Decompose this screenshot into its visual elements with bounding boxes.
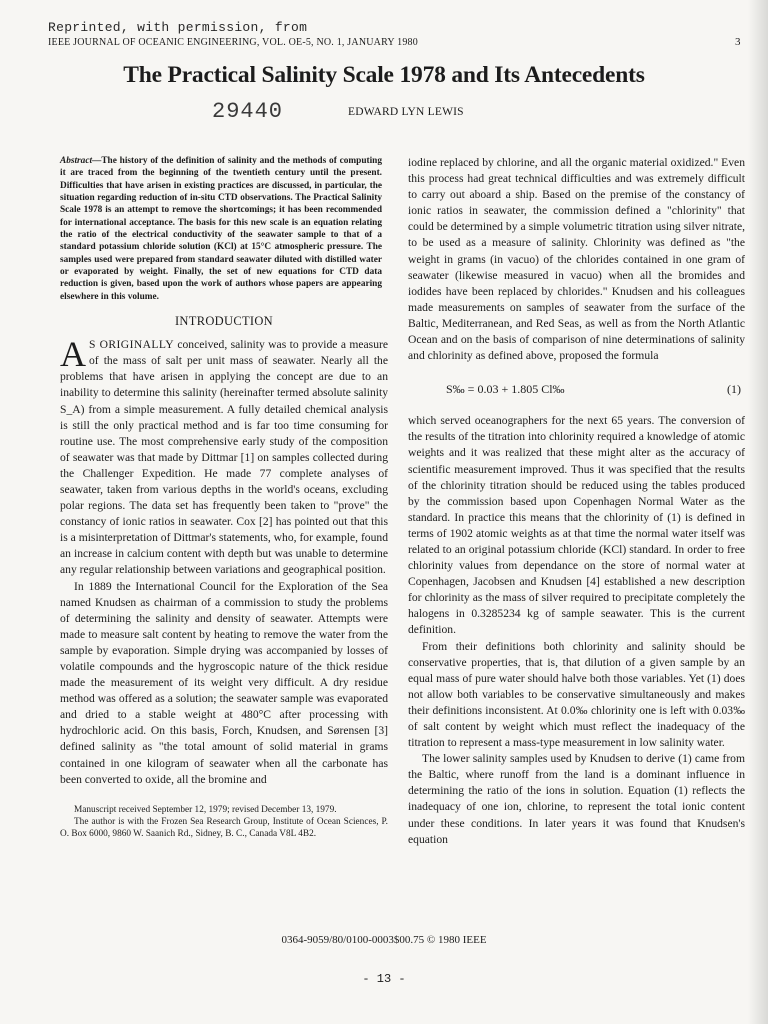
left-column <box>60 155 388 841</box>
footnote-received: Manuscript received September 12, 1979; revised December 13, 1979. <box>74 804 337 815</box>
abstract-text: —The history of the definition of salinity and the methods of computing it are traced from the beginning of the twentieth century until the present. Difficulties that have arisen in existing practices are discussed, in particular, the situation regarding reduction of in-situ CTD observations. The Practical Salinity Scale 1978 is an attempt to remove the shortcomings; it has been recommended for international acceptance. The basis for this new scale is an equation relating the ratio of the electrical conductivity of the seawater sample to that of a standard potassium chloride solution (KCl) at 15°C atmospheric pressure. The samples used were prepared from standard seawater diluted with distilled water or evaporated by weight. Finally, the set of new equations for CTD data reduction is given, based upon the work of authors whose papers are appearing elsewhere in this volume. <box>60 156 382 302</box>
folio: - 13 - <box>362 972 406 986</box>
reprint-note: Reprinted, with permission, from <box>48 20 308 35</box>
right-paragraph-3: From their definitions both chlorinity and salinity should be conservative properties, that is, that dilution of a given sample by an equal mass of pure water should halve both those variables. Yet (1) does not allow both variables to be conservative simultaneously and makes their definitions inconsistent. At 0.0‰ chlorinity one is left with 0.03‰ of salt content by weight which must reflect the inadequacy of the titration to represent a mass-type measurement in low salinity water. <box>408 639 745 750</box>
equation-text: S‰ = 0.03 + 1.805 Cl‰ <box>446 382 565 397</box>
paper-title: The Practical Salinity Scale 1978 and Its Antecedents <box>123 62 645 88</box>
intro-paragraph-1-text: conceived, salinity was to provide a measure of the mass of salt per unit mass of seawater. Nearly all the problems that have arisen in applying the concept are due to an inability to determine this salinity (hereinafter termed absolute salinity S_A) from a simple measurement. A fully detailed chemical analysis is still the only practical method and is far too time consuming for routine use. The most comprehensive early study of the composition of seawater was that made by Dittmar [1] on samples collected during the Challenger Expedition. He made 77 complete analyses of seawater, taken from various depths in the world's oceans, excluding polar regions. The data set has frequently been taken to "prove" the constancy of ionic ratios in seawater. Cox [2] has pointed out that this is a misinterpretation of Dittmar's statements, who, for example, found an increase in calcium content with depth but was unable to determine any regular relationship between variations and geographical position. <box>60 338 388 577</box>
page-number: 3 <box>735 36 741 48</box>
section-heading-introduction: INTRODUCTION <box>174 314 274 329</box>
footnote <box>60 804 388 841</box>
copyright-line: 0364-9059/80/0100-0003$00.75 © 1980 IEEE <box>281 934 487 946</box>
right-column <box>408 155 745 848</box>
right-paragraph-1: iodine replaced by chlorine, and all the organic material oxidized." Even this process had great technical difficulties and was extremely difficult to carry out aboard a ship. Based on the premise of the constancy of ionic ratios in seawater, the commission defined a "chlorinity" that could be determined by a simple volumetric titration using silver nitrate, to be used as a measure of salinity. Chlorinity was defined as "the weight in grams (in vacuo) of the chlorides contained in one gram of seawater (likewise measured in vacuo) when all the bromides and iodides have been replaced by chlorides." Knudsen and his colleagues made measurements on samples of seawater from the surface of the Baltic, Mediterranean, and Red Seas, as well as from the North Atlantic Ocean and on the basis of comparison of nine determinations of salinity and chlorinity as defined above, proposed the formula <box>408 156 745 363</box>
journal-line: IEEE JOURNAL OF OCEANIC ENGINEERING, VOL. OE-5, NO. 1, JANUARY 1980 <box>48 37 418 48</box>
right-paragraph-2: which served oceanographers for the next 65 years. The conversion of the results of the titration into chlorinity required a knowledge of atomic weights and it was realized that these might alter as the accuracy of scientific measurement improved. Thus it was specified that the results of the chlorinity titration should be reduced using the tables produced by the commission based upon Copenhagen Normal Water as the standard. In practice this means that the chlorinity of (1) is defined in terms of 1902 atomic weights as at that time the normal water itself was related to an original potassium chloride (KCl) standard. In order to free chlorinity values from dependance on the store of normal water at Copenhagen, Jacobsen and Knudsen [4] established a new description for chlorinity as the mass of silver required to precipitate completely the halogens in 0.3285234 kg of sample seawater. This is the current definition. <box>408 414 745 637</box>
equation-number: (1) <box>727 382 741 397</box>
abstract <box>60 155 382 303</box>
intro-paragraph-1 <box>60 334 388 578</box>
intro-paragraph-2: In 1889 the International Council for the Exploration of the Sea named Knudsen as chairman of a commission to study the problems of determining the salinity and density of seawater. Attempts were made to measure salt content by heating to remove the water from the sample by evaporation. Simple drying was accompanied by losses of volatile compounds and the hygroscopic nature of the thick residue made the measurement of its weight very difficult. A dry residue method was offered as a solution; the seawater sample was evaporated and dried to a stable weight at 480°C after processing with hydrochloric acid. On this basis, Forch, Knudsen, and Sørensen [3] defined salinity as "the total amount of solid material in grams contained in one kilogram of seawater when all the carbonate has been converted to oxide, all the bromine and <box>60 579 388 786</box>
footnote-affiliation: The author is with the Frozen Sea Research Group, Institute of Ocean Sciences, P. O. Box 6000, 9860 W. Saanich Rd., Sidney, B. C., Canada V8L 4B2. <box>60 817 388 840</box>
abstract-lead: Abstract <box>60 156 93 166</box>
opening-caps: S ORIGINALLY <box>89 338 174 352</box>
accession-number: 29440 <box>212 99 284 124</box>
page-edge-shadow <box>748 0 768 1024</box>
author-name: EDWARD LYN LEWIS <box>348 106 464 118</box>
right-paragraph-4: The lower salinity samples used by Knudsen to derive (1) came from the Baltic, where runoff from the land is a dominant influence in determining the ratio of the ions in solution. Equation (1) reflects the inadequacy of one ion, chlorine, to represent the total ionic content under these conditions. In later years it was found that Knudsen's equation <box>408 752 745 846</box>
drop-cap: A <box>60 334 86 375</box>
equation-1 <box>408 382 745 397</box>
